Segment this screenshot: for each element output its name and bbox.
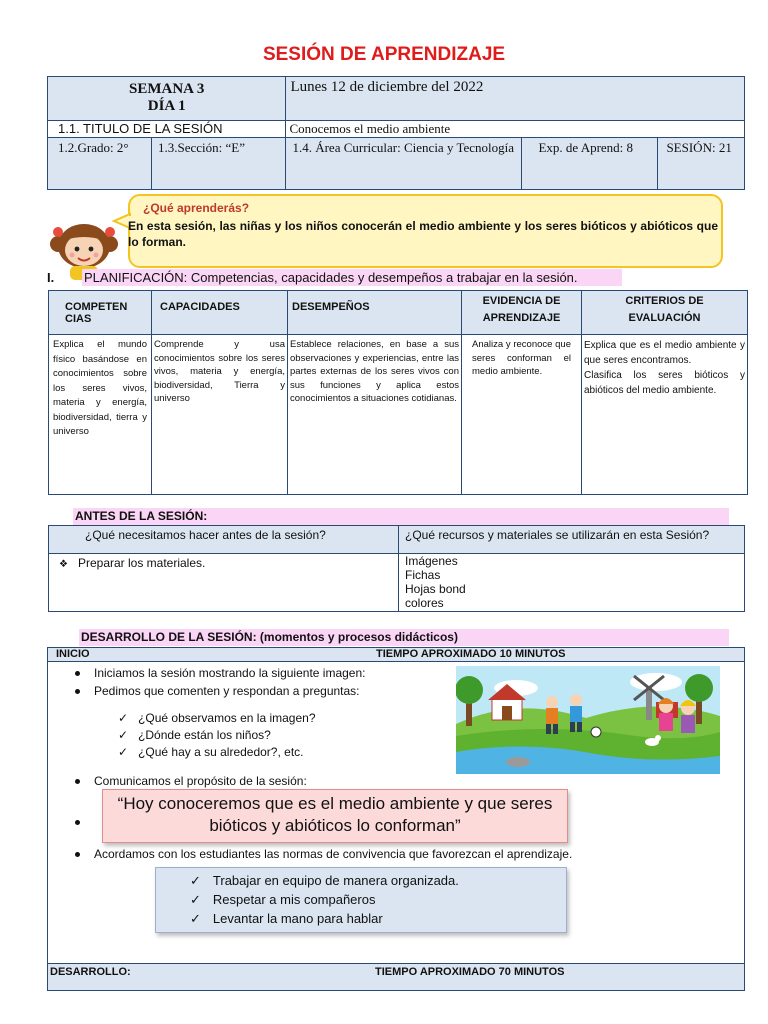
- inicio-label: INICIO: [56, 648, 90, 660]
- bullet-dot-icon: [75, 779, 80, 784]
- criterios-cell: [582, 335, 748, 495]
- planificacion-numeral: I.: [47, 270, 55, 285]
- dia: DÍA 1: [147, 98, 186, 114]
- header-evidencia: EVIDENCIA DE APRENDIZAJE: [462, 291, 582, 335]
- pregunta-3-text: ¿Qué hay a su alrededor?, etc.: [138, 745, 304, 759]
- bullet-1: [75, 666, 365, 680]
- capacidad-cell: Comprende y usa conocimientos sobre los seres vivos, materia y energía, biodiversidad, Tierra y universo: [152, 335, 288, 495]
- sesion: SESIÓN: 21: [658, 138, 745, 190]
- bullet-dot-icon: [75, 689, 80, 694]
- norma-2-text: Respetar a mis compañeros: [212, 892, 376, 907]
- check-icon: ✓: [118, 711, 129, 725]
- desarrollo-section-label: DESARROLLO:: [50, 966, 131, 978]
- desarrollo-label: DESARROLLO DE LA SESIÓN: (momentos y procesos didácticos): [79, 629, 729, 646]
- desarrollo-tiempo: TIEMPO APROXIMADO 70 MINUTOS: [375, 966, 565, 978]
- titulo-value: Conocemos el medio ambiente: [286, 121, 745, 138]
- material-item: Fichas: [405, 568, 441, 582]
- check-icon: ✓: [190, 873, 201, 888]
- planificacion-label: PLANIFICACIÓN: Competencias, capacidades y desempeños a trabajar en la sesión.: [84, 270, 578, 285]
- pregunta-1-text: ¿Qué observamos en la imagen?: [138, 711, 316, 725]
- header-competencias: COMPETENCIAS: [49, 291, 152, 335]
- bullet-dot-icon: [75, 820, 80, 825]
- antes-label: ANTES DE LA SESIÓN:: [73, 508, 729, 525]
- pregunta-3: [118, 745, 304, 759]
- header-desempenos: DESEMPEÑOS: [288, 291, 462, 335]
- grado: 1.2.Grado: 2°: [48, 138, 152, 190]
- bullet-2: [75, 684, 360, 698]
- norma-3: [190, 909, 566, 928]
- bullet-dot-icon: [75, 671, 80, 676]
- exp: Exp. de Aprend: 8: [522, 138, 658, 190]
- antes-table: [48, 525, 745, 612]
- desempeno-cell: Establece relaciones, en base a sus observaciones y experiencias, entre las partes externas de los seres vivos con sus funciones y aplica estos conocimientos a situaciones cotidianas.: [288, 335, 462, 495]
- criterio-1: Explica que es el medio ambiente y que seres encontramos.: [584, 340, 745, 366]
- bullet-2-text: Pedimos que comenten y respondan a preguntas:: [94, 684, 360, 698]
- material-item: Imágenes: [405, 554, 458, 568]
- norma-1: [190, 871, 566, 890]
- norma-3-text: Levantar la mano para hablar: [212, 911, 383, 926]
- intro-question: ¿Qué aprenderás?: [143, 201, 250, 215]
- materiales-cell: [399, 554, 745, 612]
- check-icon: ✓: [118, 745, 129, 759]
- bullet-empty: [75, 814, 94, 832]
- header-criterios: CRITERIOS DE EVALUACIÓN: [582, 291, 748, 335]
- titulo-label: 1.1. TITULO DE LA SESIÓN: [48, 121, 286, 138]
- pregunta-1: [118, 711, 316, 725]
- check-icon: ✓: [190, 892, 201, 907]
- criterio-2: Clasifica los seres bióticos y abióticos del medio ambiente.: [584, 370, 745, 396]
- header-capacidades: CAPACIDADES: [152, 291, 288, 335]
- area: 1.4. Área Curricular: Ciencia y Tecnología: [286, 138, 522, 190]
- semana-cell: [48, 77, 286, 121]
- antes-col1-header: ¿Qué necesitamos hacer antes de la sesión?: [49, 526, 399, 554]
- pregunta-2-text: ¿Dónde están los niños?: [138, 728, 271, 742]
- nature-scene-illustration: [456, 666, 720, 774]
- proposito-box: [102, 789, 568, 843]
- check-icon: ✓: [190, 911, 201, 926]
- check-icon: ✓: [118, 728, 129, 742]
- bullet-3-text: Comunicamos el propósito de la sesión:: [94, 774, 307, 788]
- proposito-text: “Hoy conoceremos que es el medio ambiente y que seres bióticos y abióticos lo conforman”: [117, 794, 553, 835]
- antes-col2-header: ¿Qué recursos y materiales se utilizarán en esta Sesión?: [399, 526, 745, 554]
- bullet-4-text: Acordamos con los estudiantes las normas de convivencia que favorezcan el aprendizaje.: [94, 847, 573, 861]
- bullet-3: [75, 774, 307, 788]
- pregunta-2: [118, 728, 271, 742]
- norma-2: [190, 890, 566, 909]
- norma-1-text: Trabajar en equipo de manera organizada.: [212, 873, 459, 888]
- normas-box: [155, 867, 567, 933]
- session-header-table: [47, 76, 745, 190]
- material-item: Hojas bond: [405, 582, 466, 596]
- material-item: colores: [405, 596, 444, 610]
- bullet-1-text: Iniciamos la sesión mostrando la siguiente imagen:: [94, 666, 366, 680]
- semana: SEMANA 3: [129, 81, 205, 97]
- intro-text: En esta sesión, las niñas y los niños conocerán el medio ambiente y los seres bióticos y abióticos que lo forman.: [128, 219, 718, 249]
- diamond-bullet-icon: ❖: [59, 559, 68, 570]
- evidencia-cell: Analiza y reconoce que seres conforman el medio ambiente.: [462, 335, 582, 495]
- inicio-tiempo: TIEMPO APROXIMADO 10 MINUTOS: [376, 648, 566, 660]
- fecha: Lunes 12 de diciembre del 2022: [286, 77, 745, 121]
- bullet-dot-icon: [75, 852, 80, 857]
- preparar-cell: [49, 554, 399, 612]
- planificacion-table: [48, 290, 748, 495]
- competencia-cell: Explica el mundo físico basándose en conocimientos sobre los seres vivos, materia y energía, biodiversidad, tierra y universo: [49, 335, 152, 495]
- preparar-text: Preparar los materiales.: [77, 556, 206, 570]
- bullet-4: [75, 847, 572, 861]
- page-title: SESIÓN DE APRENDIZAJE: [262, 44, 506, 65]
- seccion: 1.3.Sección: “E”: [152, 138, 286, 190]
